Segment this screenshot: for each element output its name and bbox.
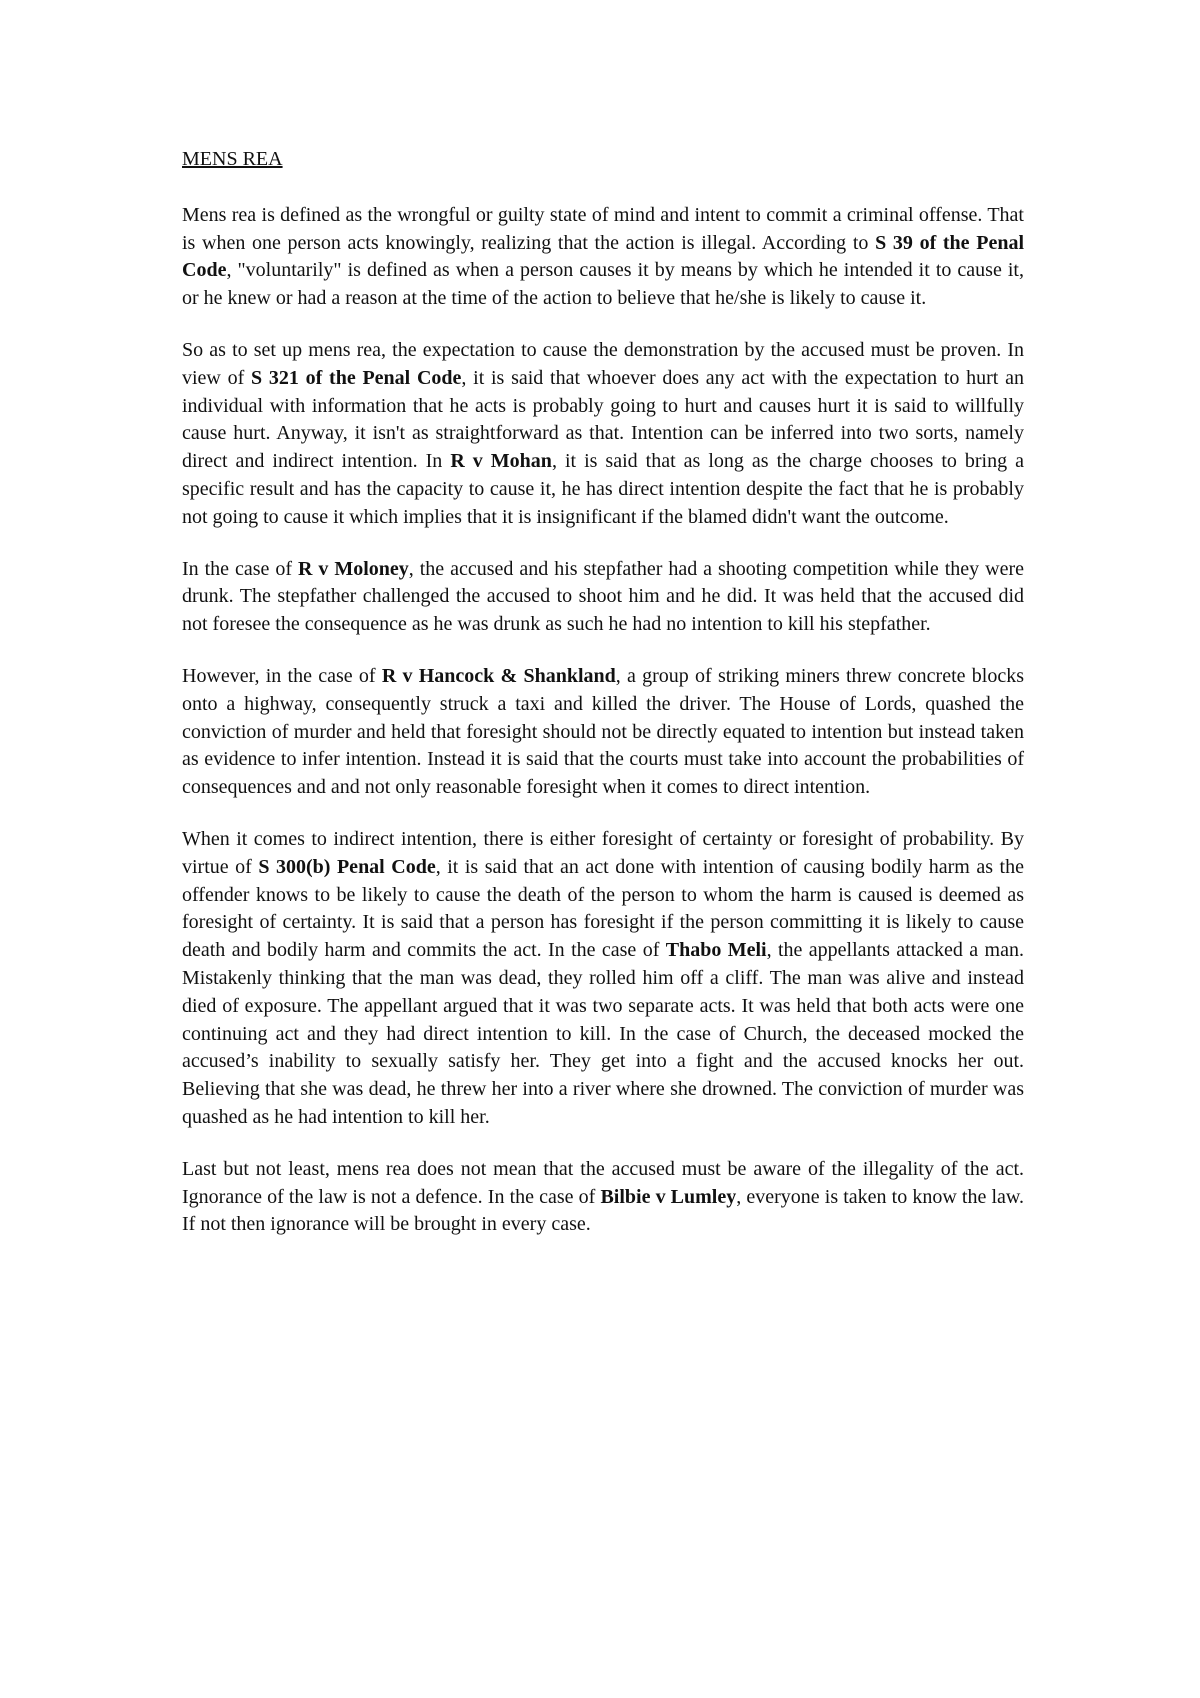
paragraph-hancock	[182, 663, 1024, 802]
text-segment: , a group of striking miners threw concrete blocks onto a highway, consequently struck a taxi and killed the driver. The House of Lords, quashed the conviction of murder and held that foresight should not be directly equated to intention but instead taken as evidence to infer intention. Instead it is said that the courts must take into account the probabilities of consequences and and not only reasonable foresight when it comes to direct intention.	[182, 664, 1024, 799]
text-segment: So as to set up mens rea, the expectation to cause the demonstration by the accused must be proven. In view of	[182, 338, 1024, 389]
statute-reference: S 39 of the Penal Code	[182, 231, 1025, 282]
text-segment: , it is said that an act done with intention of causing bodily harm as the offender knows to be likely to cause the death of the person to whom the harm is caused is deemed as foresight of certainty. It is said that a person has foresight if the person committing it is likely to cause death and bodily harm and commits the act. In the case of	[182, 855, 1024, 962]
text-segment: In the case of	[182, 557, 298, 580]
paragraph-moloney	[182, 556, 1024, 639]
paragraph-intention	[182, 337, 1024, 532]
document-page	[182, 146, 1024, 1263]
case-reference: Thabo Meli	[665, 939, 767, 962]
case-reference: R v Hancock & Shankland	[381, 664, 616, 687]
case-reference: Bilbie v Lumley	[600, 1185, 737, 1208]
text-segment: , the appellants attacked a man. Mistakenly thinking that the man was dead, they rolled him off a cliff. The man was alive and instead died of exposure. The appellant argued that it was two separate acts. It was held that both acts were one continuing act and they had direct intention to kill. In the case of Church, the deceased mocked the accused’s inability to sexually satisfy her. They get into a fight and the accused knocks her out. Believing that she was dead, he threw her into a river where she drowned. The conviction of murder was quashed as he had intention to kill her.	[182, 939, 1024, 1128]
statute-reference: S 300(b) Penal Code	[258, 855, 436, 878]
text-segment: , "voluntarily" is defined as when a person causes it by means by which he intended it to cause it, or he knew or had a reason at the time of the action to believe that he/she is likely to cause it.	[182, 259, 1024, 310]
paragraph-ignorance	[182, 1156, 1024, 1239]
text-segment: Last but not least, mens rea does not mean that the accused must be aware of the illegality of the act. Ignorance of the law is not a defence. In the case of	[182, 1157, 1024, 1208]
text-segment: When it comes to indirect intention, there is either foresight of certainty or foresight of probability. By virtue of	[182, 827, 1024, 878]
text-segment: , everyone is taken to know the law. If not then ignorance will be brought in every case.	[182, 1185, 1025, 1236]
document-title: MENS REA	[182, 148, 283, 170]
text-segment: , it is said that whoever does any act with the expectation to hurt an individual with information that he acts is probably going to hurt and causes hurt it is said to willfully cause hurt. Anyway, it isn't as straightforward as that. Intention can be inferred into two sorts, namely direct and indirect intention. In	[182, 366, 1024, 473]
statute-reference: S 321 of the Penal Code	[251, 366, 462, 389]
paragraph-indirect-intention	[182, 826, 1024, 1132]
text-segment: , it is said that as long as the charge chooses to bring a specific result and has the capacity to cause it, he has direct intention despite the fact that he is probably not going to cause it which implies that it is insignificant if the blamed didn't want the outcome.	[182, 450, 1024, 528]
text-segment: However, in the case of	[182, 664, 382, 687]
paragraph-definition	[182, 202, 1024, 313]
text-segment: , the accused and his stepfather had a shooting competition while they were drunk. The stepfather challenged the accused to shoot him and he did. It was held that the accused did not foresee the consequence as he was drunk as such he had no intention to kill his stepfather.	[182, 557, 1024, 636]
case-reference: R v Mohan	[450, 450, 552, 473]
case-reference: R v Moloney	[298, 557, 409, 580]
text-segment: Mens rea is defined as the wrongful or guilty state of mind and intent to commit a criminal offense. That is when one person acts knowingly, realizing that the action is illegal. According to	[182, 203, 1024, 254]
